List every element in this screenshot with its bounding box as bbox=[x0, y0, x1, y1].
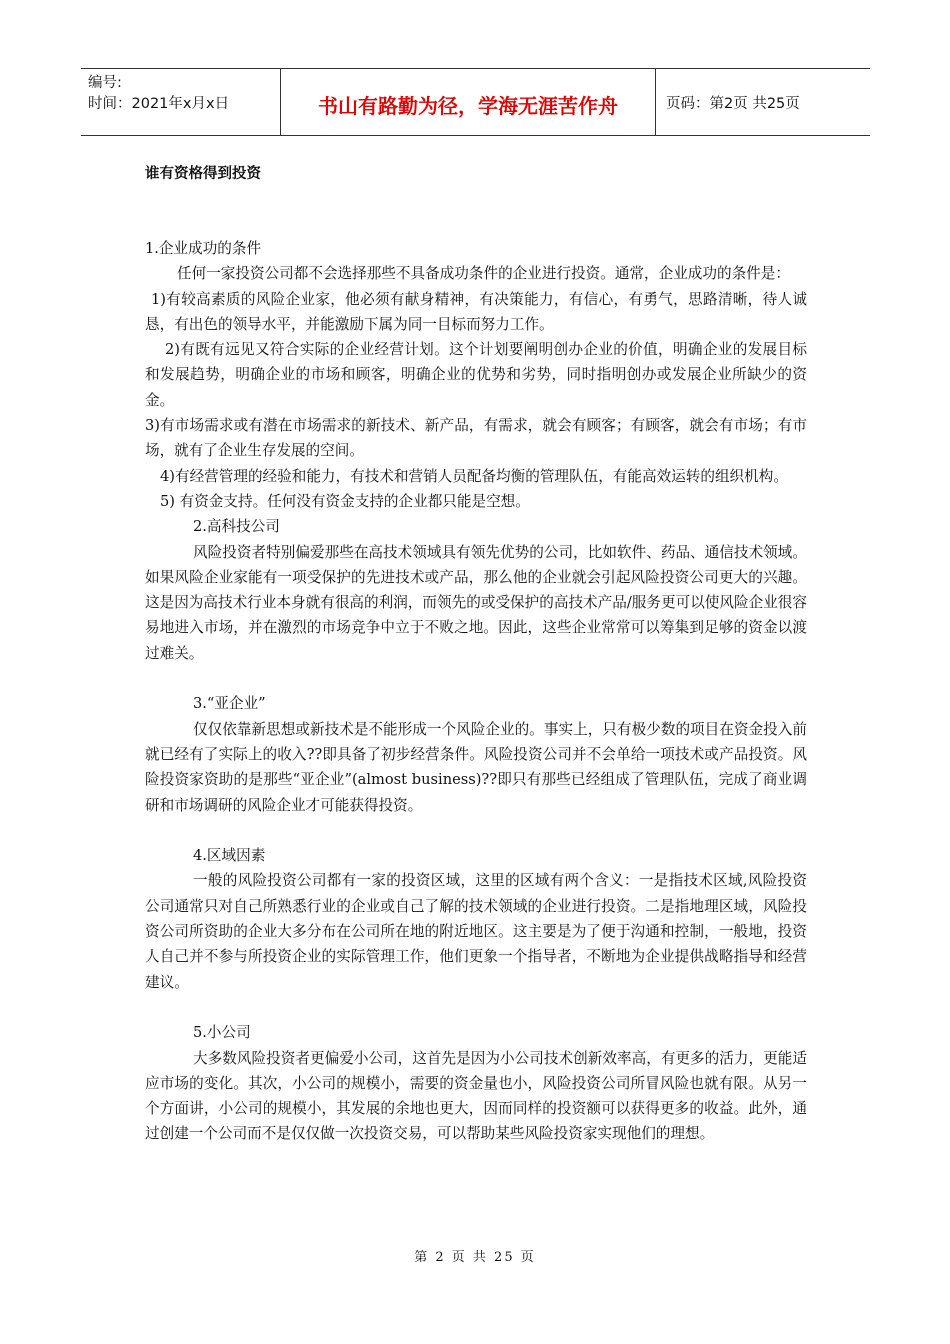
body-paragraph: 4.区域因素 bbox=[193, 847, 266, 865]
body-paragraph: 3)有市场需求或有潜在市场需求的新技术、新产品，有需求，就会有顾客；有顾客，就会有市场；有市场，就有了企业生存发展的空间。 bbox=[145, 417, 807, 460]
body-paragraph: 1)有较高素质的风险企业家，他必须有献身精神，有决策能力，有信心，有勇气，思路清晰，待人诚恳，有出色的领导水平，并能激励下属为同一目标而努力工作。 bbox=[145, 290, 807, 333]
paragraph-gap bbox=[145, 995, 807, 1020]
body-paragraph: 3.“亚企业” bbox=[193, 695, 266, 713]
body-paragraph: 4)有经营管理的经验和能力，有技术和营销人员配备均衡的管理队伍，有能高效运转的组织机构。 bbox=[160, 467, 788, 485]
document-title: 谁有资格得到投资 bbox=[145, 166, 261, 182]
body-paragraph: 5) 有资金支持。任何没有资金支持的企业都只能是空想。 bbox=[160, 492, 530, 510]
body-paragraph: 1.企业成功的条件 bbox=[145, 240, 262, 257]
document-date: 时间：2021年x月x日 bbox=[88, 96, 230, 112]
body-paragraph: 2.高科技公司 bbox=[193, 518, 280, 536]
header-motto: 书山有路勤为径，学海无涯苦作舟 bbox=[281, 69, 656, 135]
paragraph-gap bbox=[145, 818, 807, 843]
body-paragraph: 大多数风险投资者更偏爱小公司，这首先是因为小公司技术创新效率高，有更多的活力，更能适应市场的变化。其次，小公司的规模小，需要的资金量也小，风险投资公司所冒风险也就有限。从另一个方面讲，小公司的规模小，其发展的余地也更大，因而同样的投资额可以获得更多的收益。此外，通过创建一个公司而不是仅仅做一次投资交易，可以帮助某些风险投资家实现他们的理想。 bbox=[145, 1049, 807, 1143]
body-paragraph: 仅仅依靠新思想或新技术是不能形成一个风险企业的。事实上，只有极少数的项目在资金投入前就已经有了实际上的收入??即具备了初步经营条件。风险投资公司并不会单给一项技术或产品投资。风险投资家资助的是那些“亚企业”(almost business)??即只有那些已经组成了管理队伍，完成了商业调研和市场调研的风险企业才可能获得投资。 bbox=[145, 720, 807, 814]
document-number-label: 编号: bbox=[88, 75, 122, 91]
body-paragraph: 任何一家投资公司都不会选择那些不具备成功条件的企业进行投资。通常，企业成功的条件是： bbox=[177, 265, 790, 283]
page-header bbox=[81, 68, 870, 136]
body-paragraph: 一般的风险投资公司都有一家的投资区域，这里的区域有两个含义：一是指技术区域,风险投资公司通常只对自己所熟悉行业的企业或自己了解的技术领域的企业进行投资。二是指地理区域，风险投资公司所资助的企业大多分布在公司所在地的附近地区。这主要是为了便于沟通和控制，一般地，投资人自己并不参与所投资企业的实际管理工作，他们更象一个指导者，不断地为企业提供战略指导和经营建议。 bbox=[145, 872, 807, 991]
body-paragraph: 5.小公司 bbox=[193, 1024, 251, 1042]
body-paragraph: 2)有既有远见又符合实际的企业经营计划。这个计划要阐明创办企业的价值，明确企业的发展目标和发展趋势，明确企业的市场和顾客，明确企业的优势和劣势，同时指明创办或发展企业所缺少的资金。 bbox=[145, 341, 807, 409]
page-footer: 第 2 页 共 25 页 bbox=[414, 1250, 536, 1265]
document-body bbox=[145, 236, 807, 1147]
header-meta bbox=[81, 69, 281, 135]
paragraph-gap bbox=[145, 666, 807, 691]
header-page-info: 页码：第2页 共25页 bbox=[666, 95, 800, 112]
body-paragraph: 风险投资者特别偏爱那些在高技术领域具有领先优势的公司，比如软件、药品、通信技术领域。如果风险企业家能有一项受保护的先进技术或产品，那么他的企业就会引起风险投资公司更大的兴趣。这是因为高技术行业本身就有很高的利润，而领先的或受保护的高技术产品/服务更可以使风险企业很容易地进入市场，并在激烈的市场竞争中立于不败之地。因此，这些企业常常可以筹集到足够的资金以渡过难关。 bbox=[145, 543, 807, 662]
